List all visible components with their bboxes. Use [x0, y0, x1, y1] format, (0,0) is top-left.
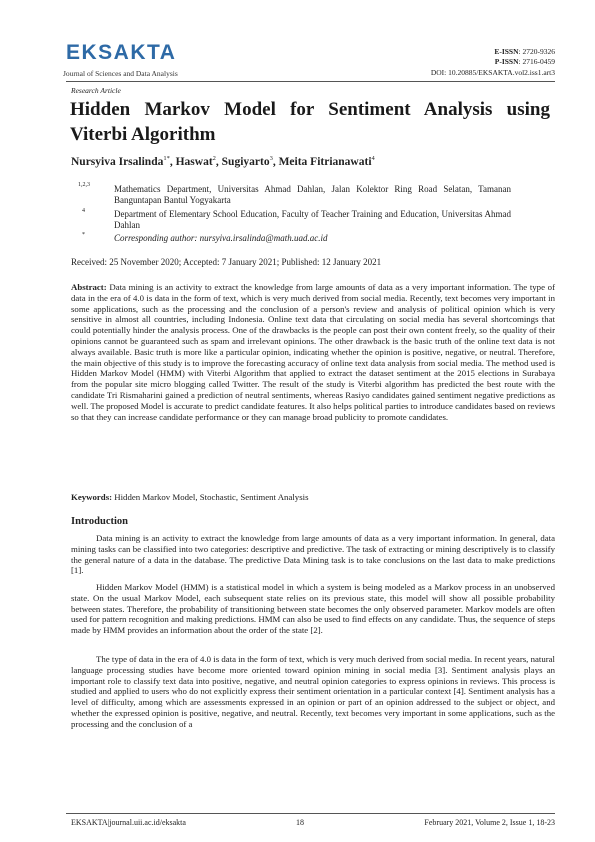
- header-divider: [66, 81, 555, 82]
- abstract-label: Abstract:: [71, 282, 107, 292]
- eissn: E-ISSN: 2720-9326: [494, 47, 555, 56]
- keywords-label: Keywords:: [71, 492, 113, 502]
- doi: DOI: 10.20885/EKSAKTA.vol2.iss1.art3: [430, 68, 555, 77]
- publication-dates: Received: 25 November 2020; Accepted: 7 January 2021; Published: 12 January 2021: [71, 257, 382, 267]
- affiliation-mark: *: [82, 232, 85, 238]
- author-name: Haswat: [175, 155, 213, 168]
- footer-journal-url: EKSAKTA|journal.uii.ac.id/eksakta: [71, 818, 186, 827]
- journal-logo: EKSAKTA: [66, 41, 177, 64]
- author-name: Meita Fitrianawati: [278, 155, 372, 168]
- affiliation-text: Mathematics Department, Universitas Ahmad Dahlan, Jalan Kolektor Ring Road Selatan, Tamanan Banguntapan Bantul Yogyakarta: [114, 184, 511, 205]
- author-list: Nursyiva Irsalinda$^{1*}$, Haswat$^2$, Sugiyarto$^3$, Meita Fitrianawati$^4$: [71, 155, 375, 168]
- keywords-text: Hidden Markov Model, Stochastic, Sentiment Analysis: [114, 492, 309, 502]
- author-name: Sugiyarto: [221, 155, 270, 168]
- affiliation-mark: 4: [82, 208, 85, 214]
- affiliation-mark: 1,2,3: [78, 182, 90, 188]
- page-number: 18: [296, 818, 304, 827]
- article-title: Hidden Markov Model for Sentiment Analysis using Viterbi Algorithm: [70, 99, 550, 145]
- pissn: P-ISSN: 2716-0459: [494, 57, 555, 66]
- paragraph: The type of data in the era of 4.0 is data in the form of text, which is very much derived from social media. In recent years, natural language processing studies have become more oriented toward opinion mining in social media [3]. Sentiment analysis plays an important role to classify text data into positive, negative, and neutral opinion categories to express opinions in reviews. This process is studied and applied to users who do not explicitly express their sentiment orientation in a particular context [4]. Sentiment analysis has a level of difficulty, among which are assessments expressed in an opinion or part of an opinion addressed to the subject or object, and whether the expressed opinion is positive, negative, and neutral. Recently, text becomes very important in some applications, such as the processing and the conclusion of a: [71, 654, 555, 729]
- affiliation-text: Department of Elementary School Education, Faculty of Teacher Training and Education, Universitas Ahmad Dahlan: [114, 209, 511, 230]
- corresponding-author: Corresponding author: nursyiva.irsalinda@math.uad.ac.id: [114, 233, 328, 243]
- paragraph: Data mining is an activity to extract the knowledge from large amounts of data as a very important information. In general, data mining tasks can be classified into two categories: descriptive and predictive. The task of extracting or mining descriptively is to classify the general nature of a data in the database. The predictive Data Mining task is to take conclusions on the last data to make predictions [1].: [71, 533, 555, 576]
- author-name: Nursyiva Irsalinda: [71, 155, 164, 168]
- section-heading: Introduction: [71, 516, 128, 527]
- abstract: [71, 282, 555, 422]
- article-type: Research Article: [71, 86, 121, 95]
- paragraph: Hidden Markov Model (HMM) is a statistical model in which a system is being modeled as a Markov process in an unobserved state. On the usual Markov Model, each subsequent state relies on its previous state, this model will show all possible probability between states. Therefore, the probability of transitioning between state becomes the only observed parameter. Markov models are often used for pattern recognition and making predictions. HMM can also be used to find effects on any candidate. Thus, the sequence of steps made by HMM provides an information about the order of the state [2].: [71, 582, 555, 636]
- footer-divider: [66, 813, 555, 814]
- keywords: [71, 492, 309, 502]
- abstract-text: Data mining is an activity to extract the knowledge from large amounts of data as a very important information. The type of data in the era of 4.0 is data in the form of text, which is very much derived from social media. Recently, text becomes very important in some applications, such as the processing and the conclusion of a person's review and analysis of political opinion which is very sensitive in almost all countries, including Indonesia. Online text data that circulating on social media has several shortcomings that could potentially hinder the analysis process. One of the drawbacks is the people can post their own content freely, so the quality of their opinions cannot be guaranteed such as spam and irrelevant opinions. The other drawback is the basic truth of the online text data is not always available. Basic truth is more like a particular opinion, indicating whether the opinion is positive, negative, or neutral. Therefore, the main objective of this study is to improve the forecasting accuracy of online text data analysis from social media. The method used is Hidden Markov Model (HMM) with Viterbi Algorithm that applied to extract the dataset sentiment at the 2015 elections in Surabaya from the popular site micro blogging called Twitter. The result of the study is Viterbi algorithm has predicted the best route with the candidate Tri Rismaharini gained a prediction of neutral sentiments, whereas Rasiyo candidates gained sentiment negative predictions as well. The proposed Model is accurate to predict candidate features. It also helps political parties to introduce candidates based on reviews so that they can increase candidate performance or they can manage broad publicity to promote candidates.: [71, 282, 556, 422]
- journal-name: Journal of Sciences and Data Analysis: [63, 69, 178, 78]
- footer-issue: February 2021, Volume 2, Issue 1, 18-23: [424, 818, 555, 827]
